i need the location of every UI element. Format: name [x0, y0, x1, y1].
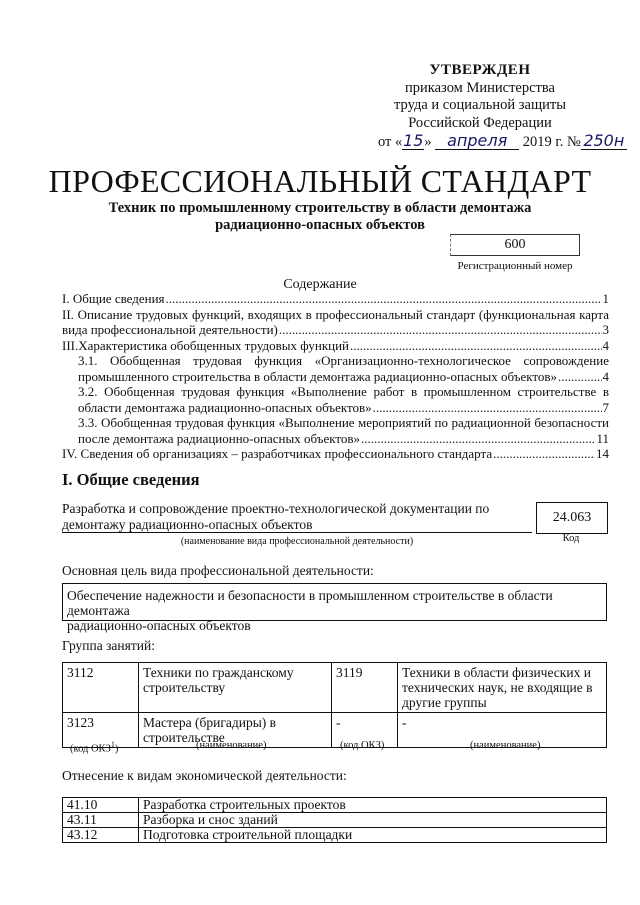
toc-item-text: 3.3. Обобщенная трудовая функция «Выполнение мероприятий по радиационной безопасности — [78, 415, 609, 430]
toc-item-text: 3.2. Обобщенная трудовая функция «Выполнение работ в промышленном строительстве в — [78, 384, 609, 399]
okz-name: Техники в области физических и технических наук, не входящие в другие группы — [398, 663, 607, 713]
toc-item-text: промышленного строительства в области демонтажа радиационно-опасных объектов» — [78, 368, 558, 384]
order-number: 250н — [581, 133, 627, 150]
toc-item-text: 3.1. Обобщенная трудовая функция «Организационно-технологическое сопровождение — [78, 353, 609, 368]
registration-number-box: 600 — [450, 234, 580, 256]
approval-line-1: приказом Министерства — [405, 79, 555, 96]
caption-okz-code: (код ОКЗ$^1$) — [70, 740, 119, 755]
goal-line-1: Обеспечение надежности и безопасности в промышленном строительстве в области демонтажа — [67, 588, 553, 618]
okved-label: Отнесение к видам экономической деятельности: — [62, 768, 347, 783]
approval-block — [360, 62, 600, 132]
toc-item-page: 11 — [596, 430, 609, 446]
caption-name: (наименование) — [470, 740, 541, 751]
approval-line-3: Российской Федерации — [408, 114, 552, 131]
okved-code: 41.10 — [63, 798, 139, 813]
order-prefix: от « — [378, 134, 403, 150]
table-row — [63, 663, 607, 713]
table-of-contents — [62, 291, 609, 462]
registration-number-label: Регистрационный номер — [457, 260, 573, 272]
toc-item-page: 14 — [596, 446, 609, 461]
toc-item — [62, 400, 609, 416]
okved-name: Подготовка строительной площадки — [139, 828, 607, 843]
toc-item-text: после демонтажа радиационно-опасных объектов» — [78, 430, 361, 446]
okved-table — [62, 797, 607, 843]
okz-code: 3119 — [332, 663, 398, 713]
okz-code: - — [332, 713, 398, 748]
code-caption: Код — [562, 533, 580, 544]
order-day: 15 — [403, 131, 424, 150]
document-subtitle — [60, 200, 580, 234]
toc-item — [62, 322, 609, 338]
activity-code: 24.063 — [536, 502, 608, 534]
order-mid: » — [424, 134, 432, 150]
activity-line-2: демонтажу радиационно-опасных объектов — [62, 516, 313, 532]
order-date-line — [378, 133, 627, 151]
subtitle-line-1: Техник по промышленному строительству в области демонтажа — [108, 200, 532, 216]
toc-item — [62, 338, 609, 354]
toc-item-text: IV. Сведения об организациях – разработчиках профессионального стандарта — [62, 446, 493, 461]
goal-line-2: радиационно-опасных объектов — [67, 618, 251, 633]
okz-name: Мастера (бригадиры) в строительстве — [139, 713, 332, 748]
okz-code: 3123 — [63, 713, 139, 748]
order-month: апреля — [435, 133, 519, 150]
caption-okz-code: (код ОКЗ) — [340, 740, 385, 751]
toc-title: Содержание — [283, 277, 357, 292]
toc-item — [62, 291, 609, 307]
activity-caption: (наименование вида профессиональной деятельности) — [180, 536, 414, 547]
goal-label: Основная цель вида профессиональной деятельности: — [62, 563, 374, 578]
toc-item — [62, 446, 609, 462]
approval-title: УТВЕРЖДЕН — [429, 62, 531, 78]
toc-item — [62, 369, 609, 385]
toc-item-text: I. Общие сведения — [62, 291, 165, 306]
toc-item-text: III.Характеристика обобщенных трудовых функций — [62, 337, 350, 353]
section-heading: I. Общие сведения — [62, 470, 200, 489]
activity-line-1: Разработка и сопровождение проектно-технологической документации по — [62, 501, 490, 516]
toc-item-text: области демонтажа радиационно-опасных объектов» — [78, 399, 372, 415]
okved-code: 43.11 — [63, 813, 139, 828]
activity-name — [62, 501, 532, 533]
okved-code: 43.12 — [63, 828, 139, 843]
document-title: ПРОФЕССИОНАЛЬНЫЙ СТАНДАРТ — [48, 163, 592, 199]
okz-name: - — [398, 713, 607, 748]
order-year: 2019 г. № — [522, 134, 581, 150]
subtitle-line-2: радиационно-опасных объектов — [215, 217, 425, 233]
table-row — [63, 828, 607, 843]
caption-name: (наименование) — [196, 740, 267, 751]
approval-line-2: труда и социальной защиты — [394, 97, 566, 113]
toc-item-page: 1 — [602, 291, 609, 306]
toc-item — [62, 431, 609, 447]
toc-item-page: 4 — [602, 368, 609, 384]
okz-name: Техники по гражданскому строительству — [139, 663, 332, 713]
okz-code: 3112 — [63, 663, 139, 713]
table-row — [63, 798, 607, 813]
occupation-group-table — [62, 662, 607, 748]
group-label: Группа занятий: — [62, 638, 155, 653]
okved-name: Разборка и снос зданий — [139, 813, 607, 828]
toc-item-text: вида профессиональной деятельности) — [62, 322, 278, 337]
okved-name: Разработка строительных проектов — [139, 798, 607, 813]
goal-box — [62, 583, 607, 633]
toc-item-page: 3 — [602, 322, 609, 337]
table-row — [63, 813, 607, 828]
toc-item-page: 7 — [602, 399, 609, 415]
toc-item-page: 4 — [602, 337, 609, 353]
toc-item-text: II. Описание трудовых функций, входящих в профессиональный стандарт (функциональная карта — [62, 306, 609, 322]
